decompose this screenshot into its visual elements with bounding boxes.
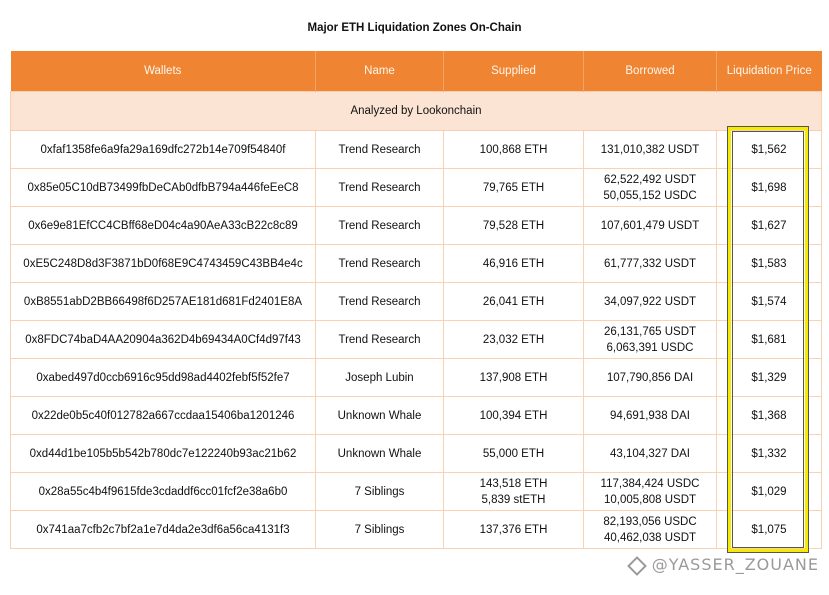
table-row bbox=[11, 473, 822, 511]
supplied-cell-line: 137,908 ETH bbox=[479, 371, 548, 384]
supplied-cell-line: 79,528 ETH bbox=[482, 219, 545, 232]
table-row bbox=[11, 245, 822, 283]
supplied-cell bbox=[444, 435, 584, 473]
borrowed-cell-line: 62,522,492 USDT bbox=[603, 173, 697, 186]
supplied-cell-line: 79,765 ETH bbox=[482, 181, 545, 194]
name-cell: Joseph Lubin bbox=[316, 359, 444, 397]
header-row bbox=[11, 51, 822, 92]
table-row bbox=[11, 397, 822, 435]
borrowed-cell-line: 82,193,056 USDC bbox=[603, 515, 697, 528]
name-cell: Trend Research bbox=[316, 321, 444, 359]
borrowed-cell bbox=[584, 131, 717, 169]
borrowed-cell-line: 40,462,038 USDT bbox=[603, 531, 697, 544]
supplied-cell-line: 26,041 ETH bbox=[482, 295, 545, 308]
wallet-cell: 0x22de0b5c40f012782a667ccdaa15406ba1201246 bbox=[11, 397, 316, 435]
table-row bbox=[11, 169, 822, 207]
liquidation-price-cell: $1,332 bbox=[717, 435, 822, 473]
wallet-cell: 0x6e9e81EfCC4CBff68eD04c4a90AeA33cB22c8c89 bbox=[11, 207, 316, 245]
wallet-cell: 0xd44d1be105b5b542b780dc7e122240b93ac21b62 bbox=[11, 435, 316, 473]
name-cell: Unknown Whale bbox=[316, 435, 444, 473]
wallet-cell: 0xB8551abD2BB66498f6D257AE181d681Fd2401E8A bbox=[11, 283, 316, 321]
supplied-cell bbox=[444, 473, 584, 511]
table-row bbox=[11, 359, 822, 397]
subtitle-row bbox=[11, 92, 822, 131]
name-cell: Trend Research bbox=[316, 131, 444, 169]
wallet-cell: 0x8FDC74baD4AA20904a362D4b69434A0Cf4d97f43 bbox=[11, 321, 316, 359]
supplied-cell-line: 100,868 ETH bbox=[479, 143, 548, 156]
supplied-cell bbox=[444, 397, 584, 435]
watermark bbox=[630, 555, 819, 575]
supplied-cell bbox=[444, 131, 584, 169]
page-title: Major ETH Liquidation Zones On-Chain bbox=[307, 22, 522, 34]
supplied-cell-line: 100,394 ETH bbox=[479, 409, 548, 422]
borrowed-cell bbox=[584, 169, 717, 207]
borrowed-cell-line: 131,010,382 USDT bbox=[600, 143, 700, 156]
liquidation-price-cell: $1,075 bbox=[717, 511, 822, 549]
borrowed-cell-line: 26,131,765 USDT bbox=[603, 325, 697, 338]
supplied-cell-line: 143,518 ETH bbox=[479, 477, 548, 490]
borrowed-cell-line: 34,097,922 USDT bbox=[603, 295, 697, 308]
name-cell: Trend Research bbox=[316, 283, 444, 321]
borrowed-cell bbox=[584, 473, 717, 511]
liquidation-price-cell: $1,029 bbox=[717, 473, 822, 511]
supplied-cell-line: 5,839 stETH bbox=[481, 493, 546, 506]
table-row bbox=[11, 207, 822, 245]
name-cell: Trend Research bbox=[316, 207, 444, 245]
borrowed-cell-line: 10,005,808 USDT bbox=[603, 493, 697, 506]
header-borrowed: Borrowed bbox=[584, 51, 717, 92]
liquidation-table bbox=[10, 51, 822, 549]
supplied-cell-line: 55,000 ETH bbox=[482, 447, 545, 460]
liquidation-price-cell: $1,562 bbox=[717, 131, 822, 169]
wallet-cell: 0x85e05C10dB73499fbDeCAb0dfbB794a446feEeC8 bbox=[11, 169, 316, 207]
liquidation-price-cell: $1,329 bbox=[717, 359, 822, 397]
supplied-cell bbox=[444, 245, 584, 283]
supplied-cell-line: 23,032 ETH bbox=[482, 333, 545, 346]
table-row bbox=[11, 435, 822, 473]
borrowed-cell-line: 6,063,391 USDC bbox=[606, 341, 694, 354]
wallet-cell: 0xabed497d0ccb6916c95dd98ad4402febf5f52fe7 bbox=[11, 359, 316, 397]
subtitle: Analyzed by Lookonchain bbox=[11, 92, 822, 131]
borrowed-cell bbox=[584, 511, 717, 549]
supplied-cell bbox=[444, 207, 584, 245]
borrowed-cell-line: 117,384,424 USDC bbox=[600, 477, 700, 490]
table-row bbox=[11, 283, 822, 321]
borrowed-cell bbox=[584, 359, 717, 397]
borrowed-cell bbox=[584, 397, 717, 435]
supplied-cell bbox=[444, 359, 584, 397]
liquidation-price-cell: $1,627 bbox=[717, 207, 822, 245]
table-row bbox=[11, 131, 822, 169]
borrowed-cell-line: 61,777,332 USDT bbox=[603, 257, 697, 270]
watermark-text: @YASSER_ZOUANE bbox=[651, 555, 819, 574]
borrowed-cell bbox=[584, 283, 717, 321]
borrowed-cell-line: 107,601,479 USDT bbox=[600, 219, 700, 232]
name-cell: Unknown Whale bbox=[316, 397, 444, 435]
borrowed-cell-line: 94,691,938 DAI bbox=[610, 409, 690, 422]
name-cell: 7 Siblings bbox=[316, 511, 444, 549]
header-liquidation-price: Liquidation Price bbox=[717, 51, 822, 92]
supplied-cell-line: 137,376 ETH bbox=[479, 523, 548, 536]
name-cell: 7 Siblings bbox=[316, 473, 444, 511]
borrowed-cell bbox=[584, 207, 717, 245]
table-row bbox=[11, 511, 822, 549]
name-cell: Trend Research bbox=[316, 245, 444, 283]
liquidation-price-cell: $1,681 bbox=[717, 321, 822, 359]
liquidation-price-cell: $1,368 bbox=[717, 397, 822, 435]
borrowed-cell bbox=[584, 321, 717, 359]
wallet-cell: 0x28a55c4b4f9615fde3cdaddf6cc01fcf2e38a6b0 bbox=[11, 473, 316, 511]
supplied-cell bbox=[444, 169, 584, 207]
name-cell: Trend Research bbox=[316, 169, 444, 207]
supplied-cell bbox=[444, 283, 584, 321]
liquidation-price-cell: $1,698 bbox=[717, 169, 822, 207]
liquidation-price-cell: $1,574 bbox=[717, 283, 822, 321]
borrowed-cell-line: 43,104,327 DAI bbox=[610, 447, 690, 460]
table-row bbox=[11, 321, 822, 359]
wallet-cell: 0xE5C248D8d3F3871bD0f68E9C4743459C43BB4e4c bbox=[11, 245, 316, 283]
header-wallets: Wallets bbox=[11, 51, 316, 92]
borrowed-cell bbox=[584, 435, 717, 473]
supplied-cell-line: 46,916 ETH bbox=[482, 257, 545, 270]
watermark-logo-icon bbox=[627, 556, 647, 576]
liquidation-price-cell: $1,583 bbox=[717, 245, 822, 283]
header-supplied: Supplied bbox=[444, 51, 584, 92]
supplied-cell bbox=[444, 511, 584, 549]
borrowed-cell-line: 107,790,856 DAI bbox=[606, 371, 694, 384]
wallet-cell: 0xfaf1358fe6a9fa29a169dfc272b14e709f54840f bbox=[11, 131, 316, 169]
supplied-cell bbox=[444, 321, 584, 359]
borrowed-cell bbox=[584, 245, 717, 283]
borrowed-cell-line: 50,055,152 USDC bbox=[603, 189, 697, 202]
wallet-cell: 0x741aa7cfb2c7bf2a1e7d4da2e3df6a56ca4131f3 bbox=[11, 511, 316, 549]
header-name: Name bbox=[316, 51, 444, 92]
